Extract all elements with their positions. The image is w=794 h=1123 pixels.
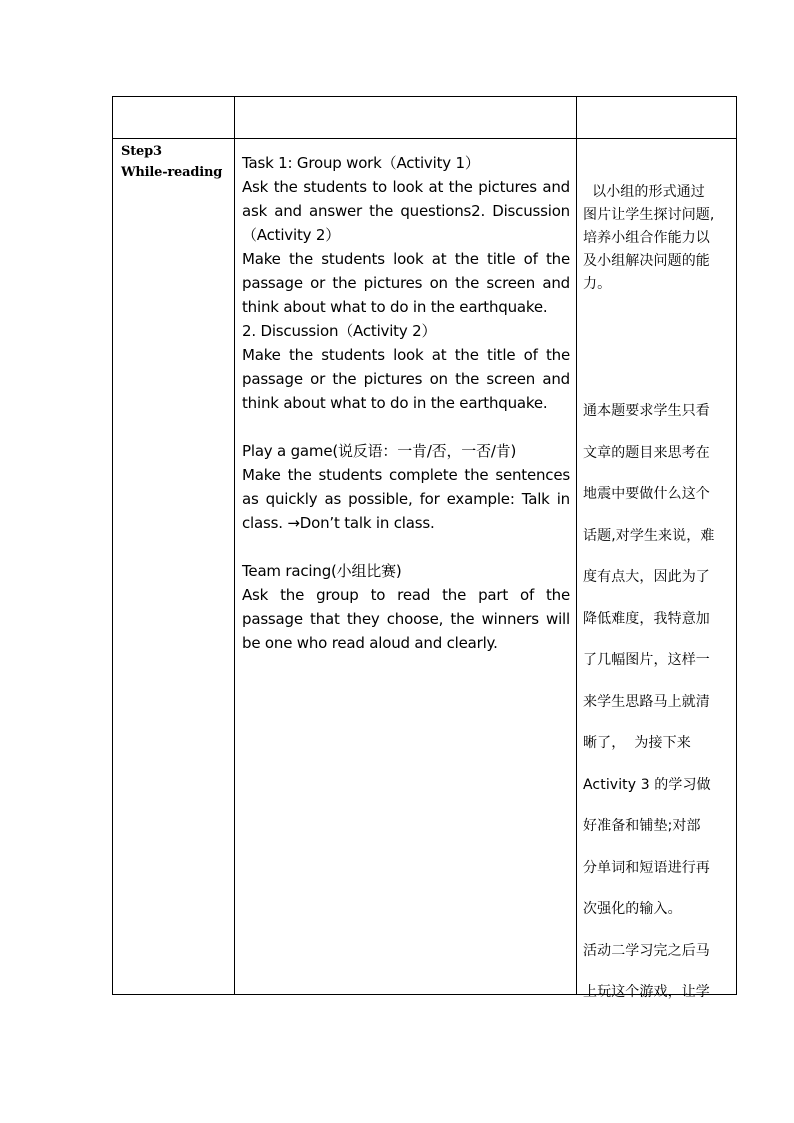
purpose-line: 以小组的形式通过 bbox=[583, 184, 705, 200]
purpose-line: 降低难度，我特意加 bbox=[583, 610, 710, 627]
lesson-plan-table bbox=[112, 96, 737, 1000]
racing-title: Team racing(小组比赛) bbox=[242, 562, 402, 580]
purpose-line: 分单词和短语进行再 bbox=[583, 859, 710, 876]
purpose-line: 次强化的输入。 bbox=[583, 901, 682, 917]
discussion-title: 2. Discussion（Activity 2） bbox=[242, 322, 437, 340]
purpose-line: 文章的题目来思考在 bbox=[583, 444, 710, 461]
purpose-line: 度有点大，因此为了 bbox=[583, 569, 710, 585]
purpose-line: 来学生思路马上就清 bbox=[583, 693, 710, 710]
spacer bbox=[242, 415, 570, 439]
spacer bbox=[242, 535, 570, 559]
purpose-line: 力。 bbox=[583, 276, 612, 292]
purpose-line: 培养小组合作能力以 bbox=[583, 230, 710, 246]
purpose-line: 了几幅图片，这样一 bbox=[583, 652, 710, 668]
step-cell bbox=[121, 141, 222, 183]
game-title: Play a game(说反语：一肯/否，一否/肯) bbox=[242, 442, 517, 460]
step-phase: While-reading bbox=[121, 165, 223, 180]
task1-title: Task 1: Group work（Activity 1） bbox=[242, 154, 480, 172]
step-name: Step3 bbox=[121, 144, 162, 159]
purpose-line: 通本题要求学生只看 bbox=[583, 403, 710, 419]
column-divider-1 bbox=[234, 97, 235, 994]
racing-description: Ask the group to read the part of the passage that they choose, the winners will be one who read aloud and clearly. bbox=[242, 586, 570, 652]
purpose-line: 及小组解决问题的能 bbox=[583, 253, 710, 269]
purpose-line: 图片让学生探讨问题, bbox=[583, 207, 715, 223]
task1-description: Ask the students to look at the pictures and ask and answer the questions2. Discussion（Activity 2） bbox=[242, 178, 570, 244]
purpose-line: Activity 3 的学习做 bbox=[583, 776, 711, 793]
procedure-cell bbox=[242, 151, 570, 655]
purpose-cell bbox=[583, 181, 733, 1000]
purpose-line: 地震中要做什么这个 bbox=[583, 486, 710, 502]
column-divider-2 bbox=[576, 97, 577, 994]
purpose-paragraph-1 bbox=[583, 181, 733, 296]
purpose-paragraph-2 bbox=[583, 391, 733, 1014]
purpose-line: 好准备和铺垫;对部 bbox=[583, 818, 701, 834]
purpose-line: 话题,对学生来说，难 bbox=[583, 527, 715, 544]
purpose-line: 活动二学习完之后马 bbox=[583, 942, 710, 959]
purpose-line: 晰了， 为接下来 bbox=[583, 735, 691, 751]
game-description: Make the students complete the sentences as quickly as possible, for example: Talk in class. →Don’t talk in class. bbox=[242, 466, 570, 532]
purpose-line: 上玩这个游戏，让学 bbox=[583, 984, 710, 1000]
discussion-description-a: Make the students look at the title of the passage or the pictures on the screen and think about what to do in the earthquake. bbox=[242, 250, 570, 316]
discussion-description-b: Make the students look at the title of the passage or the pictures on the screen and think about what to do in the earthquake. bbox=[242, 346, 570, 412]
header-row-divider bbox=[113, 138, 736, 139]
